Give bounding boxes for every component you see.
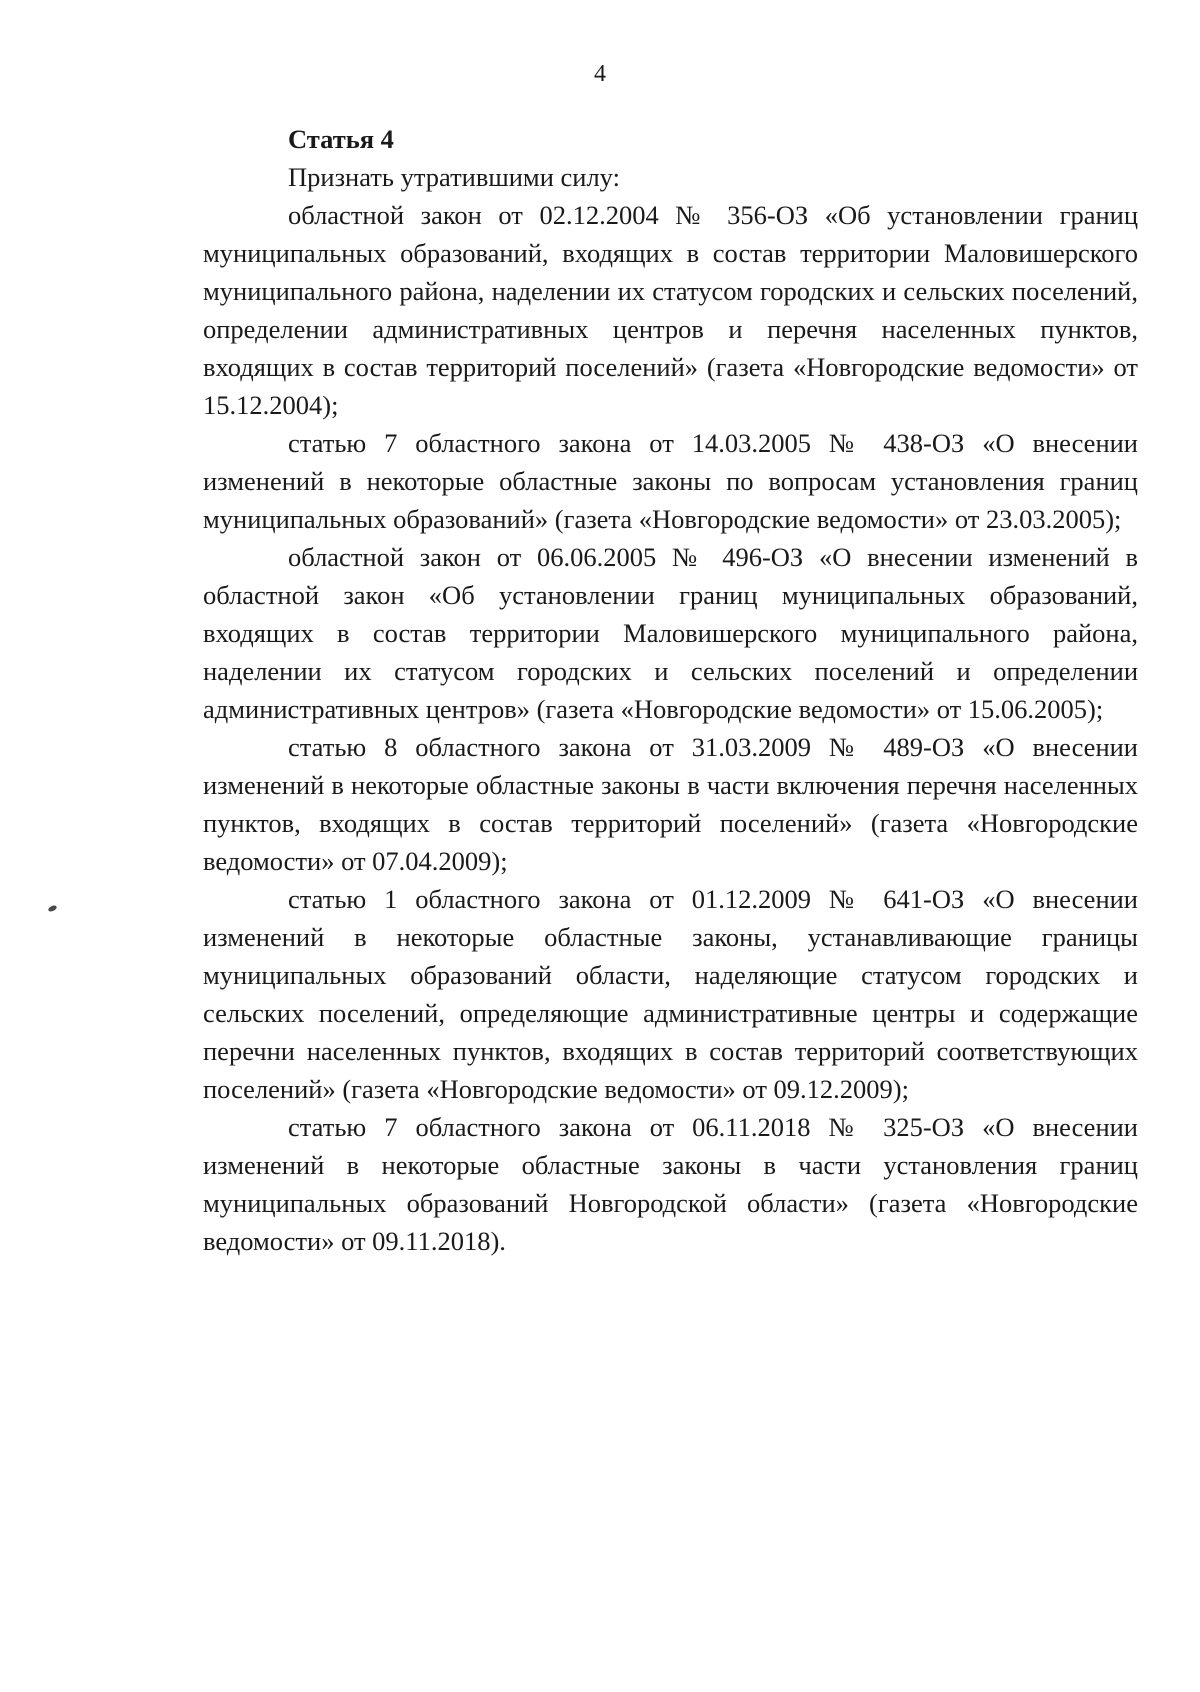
repealed-law-paragraph: статью 7 областного закона от 06.11.2018 № 325-ОЗ «О внесении изменений в некоторые областные законы в части установления границ муниципальных образований Новгородской области» (газета «Новгородские ведомости» от 09.11.2018).: [203, 1112, 1138, 1256]
repealed-law-paragraph: статью 8 областного закона от 31.03.2009 № 489-ОЗ «О внесении изменений в некоторые областные законы в части включения перечня населенных пунктов, входящих в состав территорий поселений» (газета «Новгородские ведомости» от 07.04.2009);: [203, 732, 1138, 876]
article-title: Статья 4: [288, 124, 394, 154]
page-number: 4: [594, 61, 606, 87]
repealed-law-paragraph: статью 7 областного закона от 14.03.2005 № 438-ОЗ «О внесении изменений в некоторые областные законы по вопросам установления границ муниципальных образований» (газета «Новгородские ведомости» от 23.03.2005);: [203, 428, 1138, 534]
scan-speck: [47, 904, 57, 912]
repealed-law-paragraph: статью 1 областного закона от 01.12.2009 № 641-ОЗ «О внесении изменений в некоторые областные законы, устанавливающие границы муниципальных образований области, наделяющие статусом городских и сельских поселений, определяющие административные центры и содержащие перечни населенных пунктов, входящих в состав территорий соответствующих поселений» (газета «Новгородские ведомости» от 09.12.2009);: [203, 884, 1138, 1104]
article-body: [203, 120, 1138, 1260]
repealed-law-paragraph: областной закон от 06.06.2005 № 496-ОЗ «О внесении изменений в областной закон «Об установлении границ муниципальных образований, входящих в состав территории Маловишерского муниципального района, наделении их статусом городских и сельских поселений и определении административных центров» (газета «Новгородские ведомости» от 15.06.2005);: [203, 542, 1138, 724]
repealed-law-paragraph: областной закон от 02.12.2004 № 356-ОЗ «Об установлении границ муниципальных образований, входящих в состав территории Маловишерского муниципального района, наделении их статусом городских и сельских поселений, определении административных центров и перечня населенных пунктов, входящих в состав территорий поселений» (газета «Новгородские ведомости» от 15.12.2004);: [203, 200, 1138, 420]
article-intro: Признать утратившими силу:: [288, 162, 620, 192]
